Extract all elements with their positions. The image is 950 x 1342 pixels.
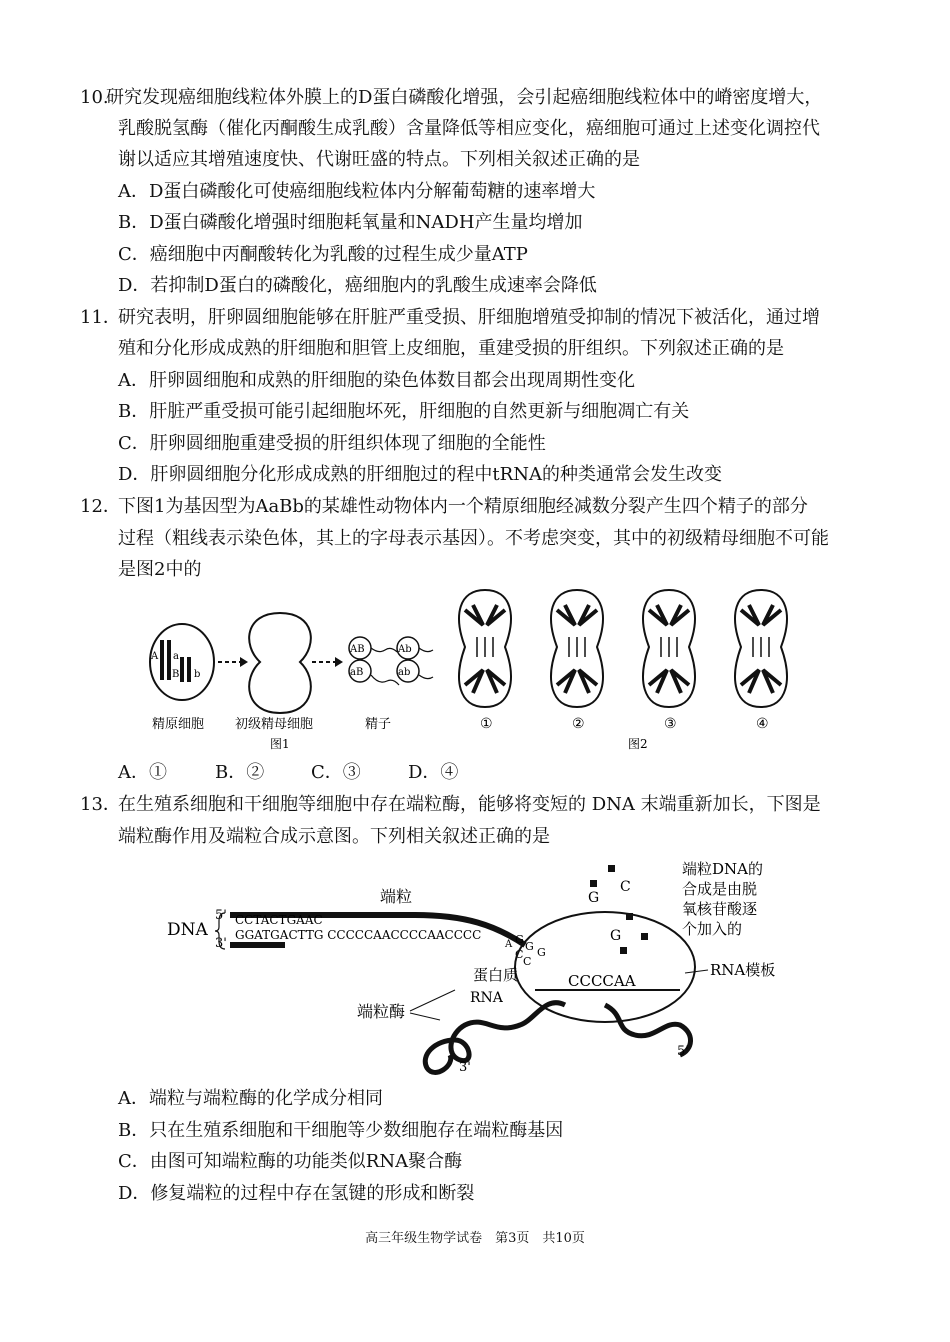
- question-13-line-2: 端粒酶作用及端粒合成示意图。下列相关叙述正确的是: [118, 826, 550, 847]
- sperm-gene-ab-2: Ab: [398, 644, 412, 655]
- cell-number-2: ②: [572, 716, 585, 732]
- sperm-cells: [349, 637, 433, 685]
- question-12-line-2: 过程（粗线表示染色体，其上的字母表示基因）。不考虑突变，其中的初级精母细胞不可能: [118, 528, 829, 549]
- question-12-line-3: 是图2中的: [118, 559, 202, 580]
- question-13-option-c[interactable]: C．由图可知端粒酶的功能类似RNA聚合酶: [118, 1151, 463, 1172]
- rna-template-sequence: CCCCAA: [568, 972, 636, 990]
- question-13-option-d[interactable]: D．修复端粒的过程中存在氢键的形成和断裂: [118, 1183, 475, 1204]
- rna-strand-curve: [425, 1003, 565, 1073]
- question-12-line-1: 下图1为基因型为AaBb的某雄性动物体内一个精原细胞经减数分裂产生四个精子的部分: [118, 496, 808, 517]
- top-strand-sequence: CCTACTGAAC: [235, 913, 323, 927]
- dna-label: DNA: [167, 920, 208, 940]
- cell-number-3: ③: [664, 716, 677, 732]
- question-12-option-c[interactable]: C．③: [311, 762, 361, 783]
- label-sperm: 精子: [365, 717, 392, 732]
- question-12-option-b[interactable]: B．②: [215, 762, 265, 783]
- protein-label: 蛋白质: [473, 966, 519, 984]
- annotation-line-3: 氧核苷酸逐: [682, 900, 758, 918]
- question-10-number: 10.: [80, 87, 109, 108]
- annotation-line-2: 合成是由脱: [682, 880, 758, 898]
- question-13-line-1: 在生殖系细胞和干细胞等细胞中存在端粒酶，能够将变短的 DNA 末端重新加长，下图是: [118, 794, 821, 815]
- telomere-label: 端粒: [380, 887, 413, 906]
- strand-5-end: 5': [215, 908, 227, 923]
- primary-spermatocyte-cell: [249, 613, 311, 713]
- annotation-line-1: 端粒DNA的: [682, 860, 763, 878]
- question-10-line-1: 研究发现癌细胞线粒体外膜上的D蛋白磷酸化增强，会引起癌细胞线粒体中的嵴密度增大，: [106, 87, 823, 108]
- bottom-strand-sequence: GGATGACTTG CCCCCAACCCCAACCCC: [235, 928, 482, 942]
- figure-1-caption: 图1: [270, 737, 290, 751]
- question-13-number: 13．: [80, 794, 121, 815]
- free-nucleotide-g-1: G: [588, 890, 600, 906]
- rna-3-end: 3': [459, 1060, 471, 1075]
- added-base-2: G: [515, 933, 524, 946]
- question-11-option-c[interactable]: C．肝卵圆细胞重建受损的肝组织体现了细胞的全能性: [118, 433, 546, 454]
- annotation-line-4: 个加入的: [682, 920, 743, 938]
- question-11-number: 11．: [80, 307, 121, 328]
- telomerase-figure: [165, 855, 795, 1080]
- sperm-gene-ab-1: AB: [350, 644, 365, 655]
- question-13-option-b[interactable]: B．只在生殖系细胞和干细胞等少数细胞存在端粒酶基因: [118, 1120, 564, 1141]
- question-10-option-d[interactable]: D．若抑制D蛋白的磷酸化，癌细胞内的乳酸生成速率会降低: [118, 275, 597, 296]
- arrow-1: [218, 657, 248, 667]
- added-base-4: G: [537, 946, 546, 959]
- meiosis-figure: [140, 585, 820, 755]
- rna-template-label: RNA模板: [710, 961, 776, 979]
- free-nucleotide-c: C: [620, 879, 631, 895]
- question-10-option-c[interactable]: C．癌细胞中丙酮酸转化为乳酸的过程生成少量ATP: [118, 244, 528, 265]
- gene-letter-b-upper: B: [172, 669, 180, 680]
- telomerase-label: 端粒酶: [357, 1002, 406, 1021]
- question-11-option-d[interactable]: D．肝卵圆细胞分化形成成熟的肝细胞过的程中tRNA的种类通常会发生改变: [118, 464, 722, 485]
- label-spermatogonium: 精原细胞: [152, 717, 205, 732]
- dividing-cell-4: [735, 590, 787, 707]
- arrow-2: [312, 657, 343, 667]
- question-11-option-b[interactable]: B．肝脏严重受损可能引起细胞坏死，肝细胞的自然更新与细胞凋亡有关: [118, 401, 690, 422]
- rna-5-end: 5': [677, 1044, 689, 1059]
- sperm-gene-ab-4: ab: [398, 667, 411, 678]
- dividing-cell-3: [643, 590, 695, 707]
- added-base-5: C: [515, 948, 524, 961]
- question-12-option-d[interactable]: D．④: [408, 762, 459, 783]
- spermatogonium-cell: [150, 624, 214, 700]
- sperm-gene-ab-3: aB: [350, 667, 364, 678]
- dividing-cell-1: [459, 590, 511, 707]
- question-10-option-b[interactable]: B．D蛋白磷酸化增强时细胞耗氧量和NADH产生量均增加: [118, 212, 583, 233]
- question-11-option-a[interactable]: A．肝卵圆细胞和成熟的肝细胞的染色体数目都会出现周期性变化: [118, 370, 635, 391]
- cell-number-4: ④: [756, 716, 769, 732]
- gene-letter-a-lower: a: [173, 651, 179, 662]
- strand-3-end: 3': [215, 936, 227, 951]
- question-10-line-3: 谢以适应其增殖速度快、代谢旺盛的特点。下列相关叙述正确的是: [118, 149, 640, 170]
- label-primary-spermatocyte: 初级精母细胞: [235, 717, 314, 732]
- gene-letter-b-lower: b: [194, 669, 201, 680]
- question-11-line-1: 研究表明，肝卵圆细胞能够在肝脏严重受损、肝细胞增殖受抑制的情况下被活化，通过增: [118, 307, 820, 328]
- question-12-option-a[interactable]: A．①: [118, 762, 167, 783]
- free-nucleotide-g-2: G: [610, 928, 622, 944]
- dividing-cell-2: [551, 590, 603, 707]
- question-10-line-2: 乳酸脱氢酶（催化丙酮酸生成乳酸）含量降低等相应变化，癌细胞可通过上述变化调控代: [118, 118, 820, 139]
- added-base-1: A: [505, 939, 513, 950]
- added-base-3: G: [525, 940, 534, 953]
- gene-letter-a-upper: A: [151, 651, 159, 662]
- question-10-option-a[interactable]: A．D蛋白磷酸化可使癌细胞线粒体内分解葡萄糖的速率增大: [118, 181, 596, 202]
- question-12-number: 12．: [80, 496, 121, 517]
- question-11-line-2: 殖和分化形成成熟的肝细胞和胆管上皮细胞，重建受损的肝组织。下列叙述正确的是: [118, 338, 784, 359]
- page-footer: 高三年级生物学试卷 第3页 共10页: [365, 1231, 585, 1246]
- added-base-6: C: [523, 955, 532, 968]
- cell-number-1: ①: [480, 716, 493, 732]
- rna-label: RNA: [470, 990, 503, 1006]
- question-13-option-a[interactable]: A．端粒与端粒酶的化学成分相同: [118, 1088, 383, 1109]
- figure-2-caption: 图2: [628, 737, 648, 751]
